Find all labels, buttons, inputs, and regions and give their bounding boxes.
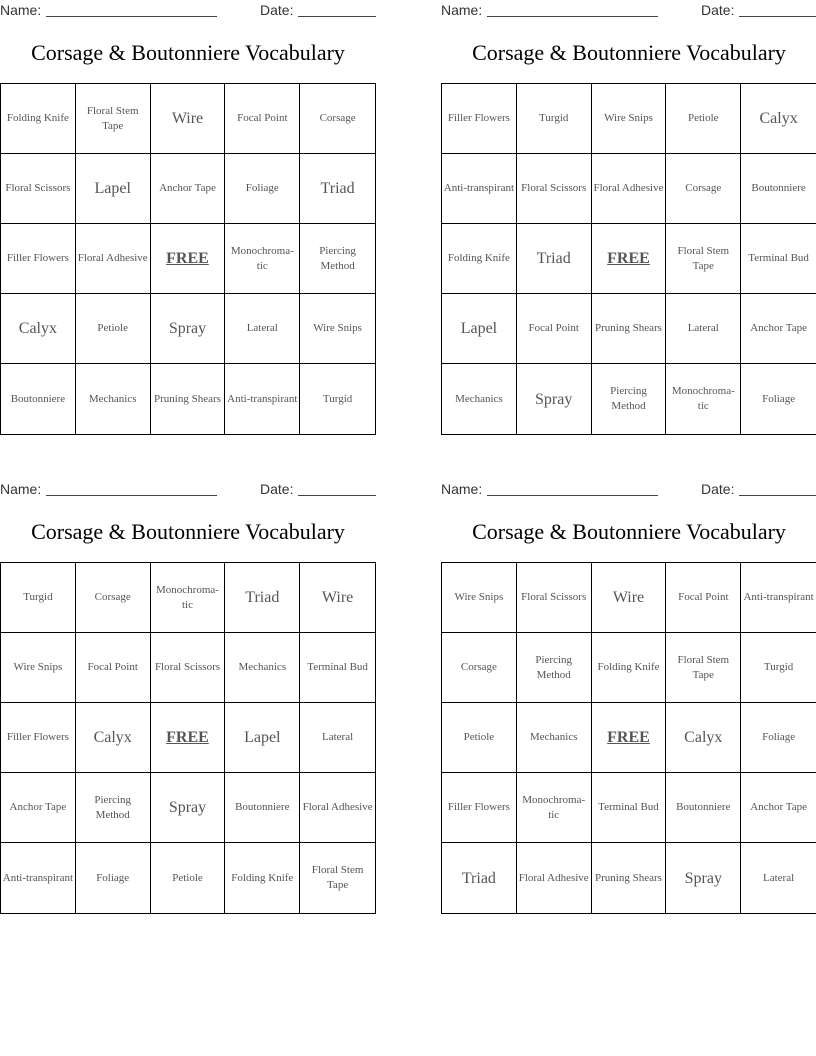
bingo-cell: Triad <box>442 843 517 913</box>
date-blank-line <box>298 495 376 496</box>
bingo-cell: Anti-transpirant <box>442 154 517 224</box>
bingo-cell: Folding Knife <box>1 84 76 154</box>
bingo-cell: Turgid <box>322 392 353 405</box>
bingo-cell: Mechanics <box>517 703 592 773</box>
date-label: Date: <box>260 481 294 497</box>
bingo-card-2 <box>441 0 816 412</box>
bingo-cell: Piercing Method <box>300 224 375 294</box>
bingo-cell: Monochroma-tic <box>517 773 592 843</box>
bingo-cell: Pruning Shears <box>592 843 667 913</box>
bingo-cell: Lateral <box>666 294 741 364</box>
bingo-cell: Turgid <box>741 633 816 703</box>
bingo-grid <box>0 83 376 435</box>
bingo-cell: Petiole <box>666 84 741 154</box>
bingo-cell: Floral Scissors <box>517 154 592 224</box>
bingo-cell: Folding Knife <box>225 843 300 913</box>
date-label: Date: <box>701 481 735 497</box>
bingo-cell: Filler Flowers <box>1 703 76 773</box>
bingo-cell: Floral Adhesive <box>300 773 375 843</box>
bingo-cell: Wire <box>300 563 375 633</box>
bingo-cell: Spray <box>666 843 741 913</box>
bingo-cell: Filler Flowers <box>442 84 517 154</box>
bingo-cell: Foliage <box>741 703 816 773</box>
name-blank-line <box>487 495 658 496</box>
bingo-cell: Petiole <box>76 294 151 364</box>
bingo-cell: Floral Scissors <box>517 563 592 633</box>
bingo-cell: Folding Knife <box>592 633 667 703</box>
bingo-cell: Boutonniere <box>225 773 300 843</box>
card-title: Corsage & Boutonniere Vocabulary <box>31 40 345 65</box>
bingo-cell: Anti-transpirant <box>225 364 300 434</box>
bingo-cell: Floral Stem Tape <box>76 84 151 154</box>
bingo-card-4 <box>441 479 816 887</box>
bingo-cell: Monochroma-tic <box>666 364 741 434</box>
name-label: Name: <box>441 481 483 497</box>
bingo-cell: Petiole <box>442 703 517 773</box>
bingo-cell: Calyx <box>1 294 76 364</box>
bingo-cell: Piercing Method <box>517 633 592 703</box>
bingo-cell: Monochroma-tic <box>151 563 226 633</box>
bingo-cell: Anchor Tape <box>741 773 816 843</box>
bingo-cell: Lateral <box>225 294 300 364</box>
bingo-cell: Terminal Bud <box>300 633 375 703</box>
date-label: Date: <box>701 2 735 18</box>
bingo-cell: Wire Snips <box>1 633 76 703</box>
bingo-cell: Floral Adhesive <box>76 224 151 294</box>
bingo-cell: Lateral <box>300 703 375 773</box>
bingo-cell: Spray <box>517 364 592 434</box>
free-space-cell: FREE <box>151 224 226 294</box>
bingo-cell: Wire Snips <box>592 84 667 154</box>
bingo-cell: Monochroma-tic <box>225 224 300 294</box>
bingo-cell: Mechanics <box>76 364 151 434</box>
bingo-cell: Lapel <box>442 294 517 364</box>
bingo-cell: Folding Knife <box>442 224 517 294</box>
bingo-cell: Anchor Tape <box>741 294 816 364</box>
name-label: Name: <box>0 2 42 18</box>
bingo-cell: Terminal Bud <box>592 773 667 843</box>
bingo-cell: Focal Point <box>225 84 300 154</box>
card-title: Corsage & Boutonniere Vocabulary <box>31 519 345 544</box>
bingo-cell: Calyx <box>76 703 151 773</box>
bingo-cell: Anchor Tape <box>151 154 226 224</box>
bingo-cell: Wire <box>592 563 667 633</box>
name-label: Name: <box>441 2 483 18</box>
date-label: Date: <box>260 2 294 18</box>
bingo-cell: Pruning Shears <box>592 294 667 364</box>
card-title: Corsage & Boutonniere Vocabulary <box>472 519 786 544</box>
bingo-cell: Triad <box>225 563 300 633</box>
name-blank-line <box>46 16 217 17</box>
bingo-grid <box>441 562 816 914</box>
bingo-cell: Anchor Tape <box>1 773 76 843</box>
card-header <box>441 479 816 501</box>
free-space-cell: FREE <box>592 224 667 294</box>
date-blank-line <box>739 495 816 496</box>
bingo-cell: Wire <box>151 84 226 154</box>
bingo-cell: Corsage <box>300 84 375 154</box>
bingo-cell: Spray <box>151 773 226 843</box>
date-blank-line <box>298 16 376 17</box>
name-label: Name: <box>0 481 42 497</box>
bingo-cell: Spray <box>151 294 226 364</box>
bingo-grid <box>441 83 816 435</box>
name-blank-line <box>487 16 658 17</box>
bingo-cell: Wire Snips <box>442 563 517 633</box>
bingo-cell: Pruning Shears <box>151 364 226 434</box>
bingo-cell: Calyx <box>666 703 741 773</box>
bingo-cell: Boutonniere <box>1 364 76 434</box>
bingo-cell: Mechanics <box>225 633 300 703</box>
free-space-cell: FREE <box>151 703 226 773</box>
bingo-grid <box>0 562 376 914</box>
name-blank-line <box>46 495 217 496</box>
bingo-cell: Corsage <box>666 154 741 224</box>
bingo-cell: Piercing Method <box>76 773 151 843</box>
bingo-cell: Focal Point <box>666 563 741 633</box>
card-title: Corsage & Boutonniere Vocabulary <box>472 40 786 65</box>
free-space-cell: FREE <box>592 703 667 773</box>
bingo-cell: Lapel <box>225 703 300 773</box>
bingo-cell: Foliage <box>762 392 796 405</box>
card-header <box>441 0 816 22</box>
bingo-cell: Filler Flowers <box>1 224 76 294</box>
date-blank-line <box>739 16 816 17</box>
bingo-cell: Floral Adhesive <box>517 843 592 913</box>
bingo-cell: Anti-transpirant <box>741 563 816 633</box>
bingo-cell: Boutonniere <box>666 773 741 843</box>
bingo-cell: Foliage <box>76 843 151 913</box>
bingo-cell: Wire Snips <box>300 294 375 364</box>
bingo-cell: Corsage <box>76 563 151 633</box>
bingo-cell: Filler Flowers <box>442 773 517 843</box>
bingo-cell: Mechanics <box>442 364 517 434</box>
bingo-cell: Turgid <box>517 84 592 154</box>
bingo-cell: Foliage <box>225 154 300 224</box>
bingo-cell: Focal Point <box>517 294 592 364</box>
bingo-cell: Triad <box>517 224 592 294</box>
bingo-cell: Floral Stem Tape <box>666 224 741 294</box>
bingo-cell: Lapel <box>76 154 151 224</box>
bingo-card-1 <box>0 0 376 405</box>
bingo-cell: Petiole <box>151 843 226 913</box>
card-header <box>0 0 376 22</box>
bingo-cell: Turgid <box>1 563 76 633</box>
bingo-cell: Anti-transpirant <box>1 843 76 913</box>
bingo-cell: Floral Stem Tape <box>311 864 364 891</box>
bingo-cell: Corsage <box>442 633 517 703</box>
bingo-cell: Floral Stem Tape <box>666 633 741 703</box>
bingo-cell: Piercing Method <box>592 364 667 434</box>
bingo-cell: Floral Adhesive <box>592 154 667 224</box>
card-header <box>0 479 376 501</box>
bingo-cell: Triad <box>300 154 375 224</box>
bingo-cell: Lateral <box>763 871 795 884</box>
bingo-cell: Focal Point <box>76 633 151 703</box>
bingo-cell: Terminal Bud <box>741 224 816 294</box>
bingo-cell: Floral Scissors <box>151 633 226 703</box>
bingo-card-3 <box>0 479 376 891</box>
bingo-cell: Floral Scissors <box>1 154 76 224</box>
bingo-cell: Boutonniere <box>741 154 816 224</box>
bingo-cell: Calyx <box>741 84 816 154</box>
